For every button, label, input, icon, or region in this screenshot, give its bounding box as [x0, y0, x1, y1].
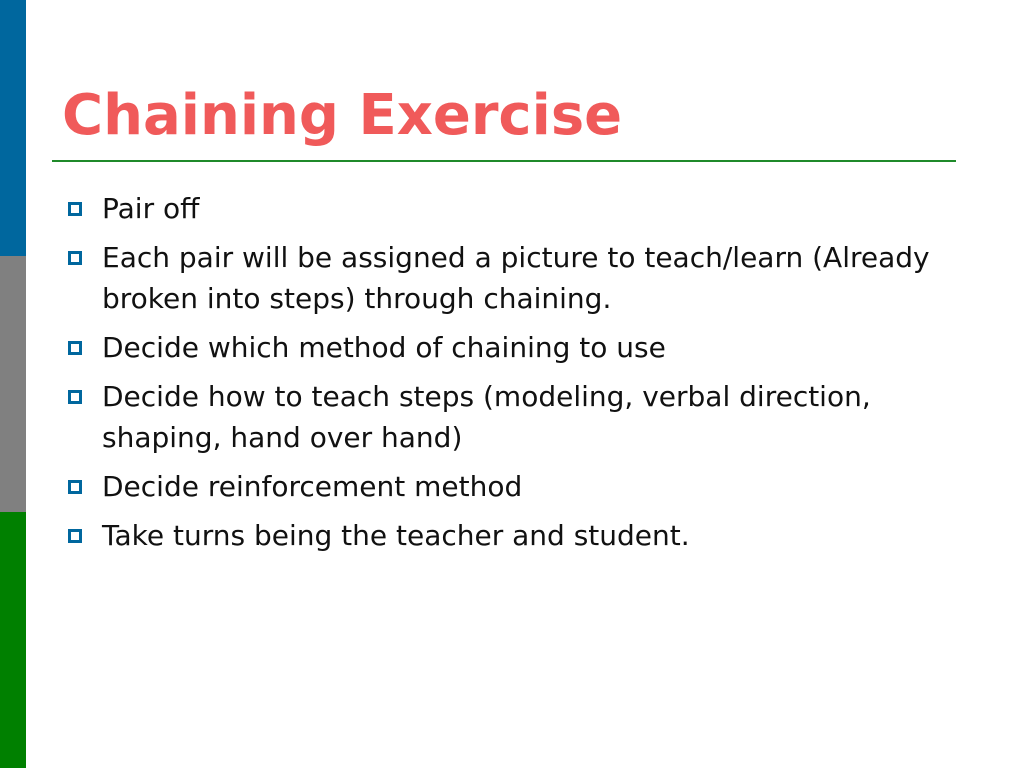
bullet-text: Decide reinforcement method — [102, 470, 523, 503]
bullet-list — [62, 188, 962, 564]
bullet-text: Decide which method of chaining to use — [102, 331, 666, 364]
bullet-text: Take turns being the teacher and student. — [102, 519, 690, 552]
bullet-item — [62, 237, 962, 319]
side-bar-blue-segment — [0, 0, 26, 256]
side-bar-green-segment — [0, 512, 26, 768]
bullet-text: Each pair will be assigned a picture to teach/learn (Already broken into steps) through chaining. — [102, 241, 930, 315]
hollow-square-icon — [68, 529, 82, 543]
bullet-item — [62, 466, 962, 507]
bullet-text: Decide how to teach steps (modeling, verbal direction, shaping, hand over hand) — [102, 380, 871, 454]
bullet-item — [62, 515, 962, 556]
bullet-item — [62, 376, 962, 458]
bullet-text: Pair off — [102, 192, 200, 225]
side-bar-gray-segment — [0, 256, 26, 512]
hollow-square-icon — [68, 202, 82, 216]
hollow-square-icon — [68, 251, 82, 265]
bullet-item — [62, 188, 962, 229]
hollow-square-icon — [68, 341, 82, 355]
slide-title: Chaining Exercise — [62, 83, 623, 148]
hollow-square-icon — [68, 390, 82, 404]
hollow-square-icon — [68, 480, 82, 494]
title-divider — [52, 160, 956, 162]
side-color-bar — [0, 0, 26, 768]
bullet-item — [62, 327, 962, 368]
